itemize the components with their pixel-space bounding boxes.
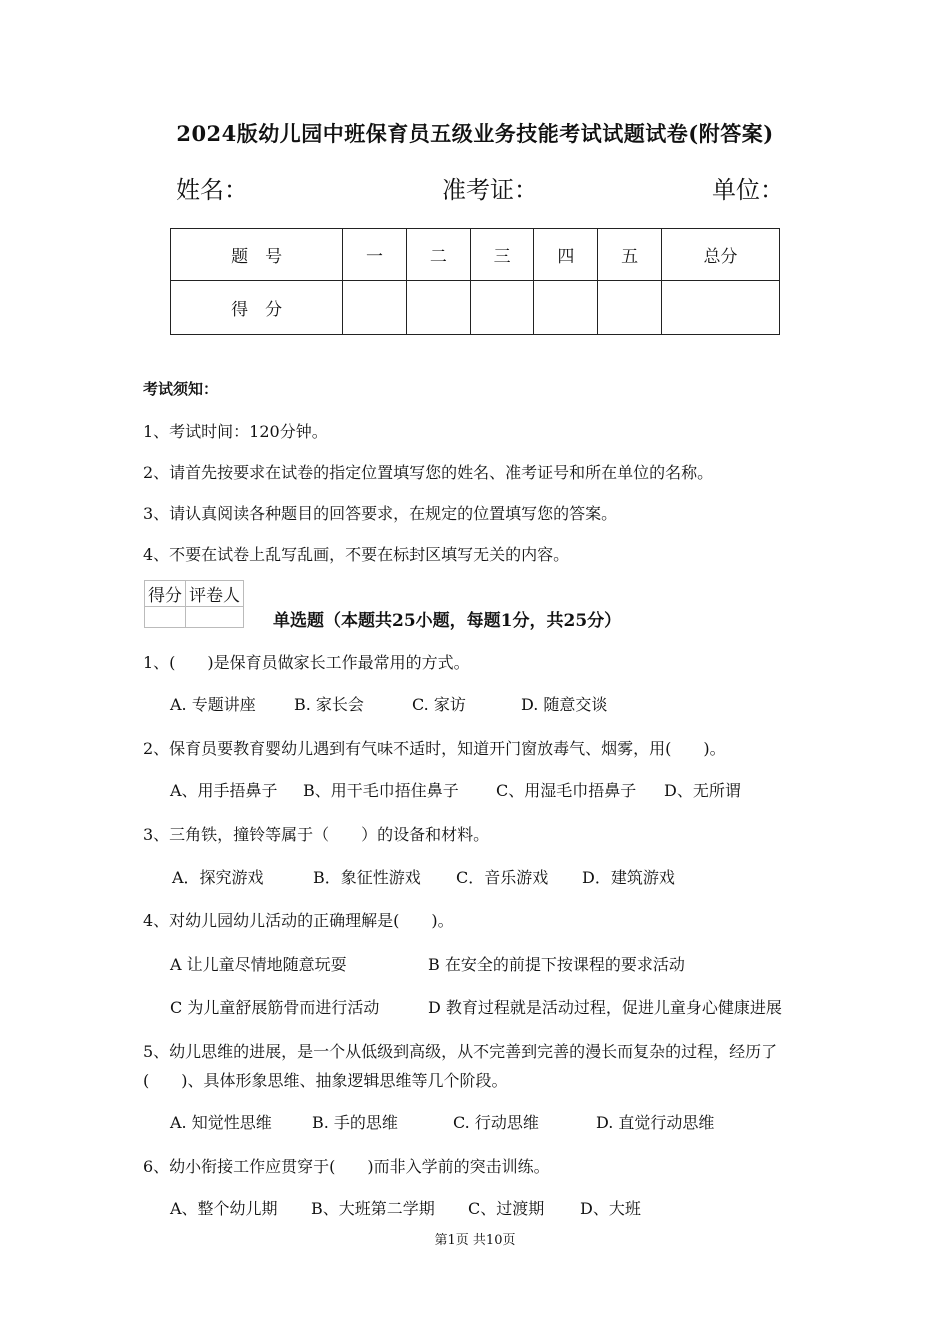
question-stem: 5、幼儿思维的进展，是一个从低级到高级，从不完善到完善的漫长而复杂的过程，经历了: [143, 1042, 778, 1061]
question-option: C、用湿毛巾捂鼻子: [496, 781, 637, 800]
score-table: [170, 228, 780, 335]
score-row-label: 得 分: [171, 281, 343, 335]
score-cell[interactable]: [598, 281, 662, 335]
exam-id-field-label: 准考证：: [442, 176, 538, 204]
unit-field-label: 单位：: [712, 176, 784, 204]
notice-item: 4、不要在试卷上乱写乱画，不要在标封区填写无关的内容。: [143, 545, 570, 564]
score-table-score-row: [171, 281, 780, 335]
notice-item: 1、考试时间：120分钟。: [143, 422, 328, 441]
question-stem: 4、对幼儿园幼儿活动的正确理解是( )。: [143, 911, 454, 930]
score-cell[interactable]: [470, 281, 534, 335]
question-option: C. 家访: [412, 695, 466, 714]
notice-item: 3、请认真阅读各种题目的回答要求，在规定的位置填写您的答案。: [143, 504, 618, 523]
score-header-cell: 题 号: [171, 229, 343, 281]
question-option: C．音乐游戏: [456, 868, 549, 887]
name-field-label: 姓名：: [176, 176, 248, 204]
question-option: A、整个幼儿期: [170, 1199, 278, 1218]
score-cell[interactable]: [343, 281, 407, 335]
score-header-cell: 五: [598, 229, 662, 281]
question-option: A. 知觉性思维: [170, 1113, 272, 1132]
page-footer: 第1页 共10页: [434, 1233, 516, 1248]
score-header-cell: 四: [534, 229, 598, 281]
question-option: B. 手的思维: [312, 1113, 398, 1132]
question-option: A、用手捂鼻子: [170, 781, 278, 800]
question-option: C、过渡期: [468, 1199, 545, 1218]
question-option: C 为儿童舒展筋骨而进行活动: [170, 998, 380, 1017]
grader-name-label: 评卷人: [186, 581, 244, 607]
score-cell[interactable]: [406, 281, 470, 335]
grader-score-label: 得分: [145, 581, 186, 607]
question-option: C. 行动思维: [453, 1113, 539, 1132]
grader-name-cell[interactable]: [186, 607, 244, 628]
question-stem: 2、保育员要教育婴幼儿遇到有气味不适时，知道开门窗放毒气、烟雾，用( )。: [143, 739, 726, 758]
question-stem: 6、幼小衔接工作应贯穿于( )而非入学前的突击训练。: [143, 1157, 550, 1176]
question-option: A．探究游戏: [172, 868, 264, 887]
score-cell[interactable]: [662, 281, 780, 335]
question-option: D、无所谓: [664, 781, 741, 800]
score-header-cell: 一: [343, 229, 407, 281]
notice-heading: 考试须知：: [143, 380, 219, 398]
question-option: D. 随意交谈: [521, 695, 608, 714]
page-title: 2024版幼儿园中班保育员五级业务技能考试试题试卷(附答案): [176, 121, 774, 146]
score-header-cell: 二: [406, 229, 470, 281]
question-option: D 教育过程就是活动过程，促进儿童身心健康进展: [428, 998, 782, 1017]
score-header-cell: 三: [470, 229, 534, 281]
question-stem: 1、( )是保育员做家长工作最常用的方式。: [143, 653, 470, 672]
question-stem-continued: ( )、具体形象思维、抽象逻辑思维等几个阶段。: [143, 1071, 508, 1090]
question-option: D. 直觉行动思维: [596, 1113, 715, 1132]
section-title: 单选题（本题共25小题，每题1分，共25分）: [273, 611, 622, 631]
notice-item: 2、请首先按要求在试卷的指定位置填写您的姓名、准考证号和所在单位的名称。: [143, 463, 714, 482]
question-stem: 3、三角铁，撞铃等属于（ ）的设备和材料。: [143, 825, 490, 844]
question-option: B、大班第二学期: [311, 1199, 435, 1218]
question-option: A 让儿童尽情地随意玩耍: [170, 955, 347, 974]
score-header-cell: 总分: [662, 229, 780, 281]
question-option: B、用干毛巾捂住鼻子: [303, 781, 459, 800]
question-option: A. 专题讲座: [170, 695, 256, 714]
question-option: D．建筑游戏: [582, 868, 675, 887]
grader-box: [144, 580, 244, 628]
question-option: B 在安全的前提下按课程的要求活动: [428, 955, 685, 974]
score-table-header-row: [171, 229, 780, 281]
grader-score-cell[interactable]: [145, 607, 186, 628]
score-cell[interactable]: [534, 281, 598, 335]
question-option: B．象征性游戏: [313, 868, 421, 887]
question-option: B. 家长会: [294, 695, 364, 714]
question-option: D、大班: [580, 1199, 641, 1218]
